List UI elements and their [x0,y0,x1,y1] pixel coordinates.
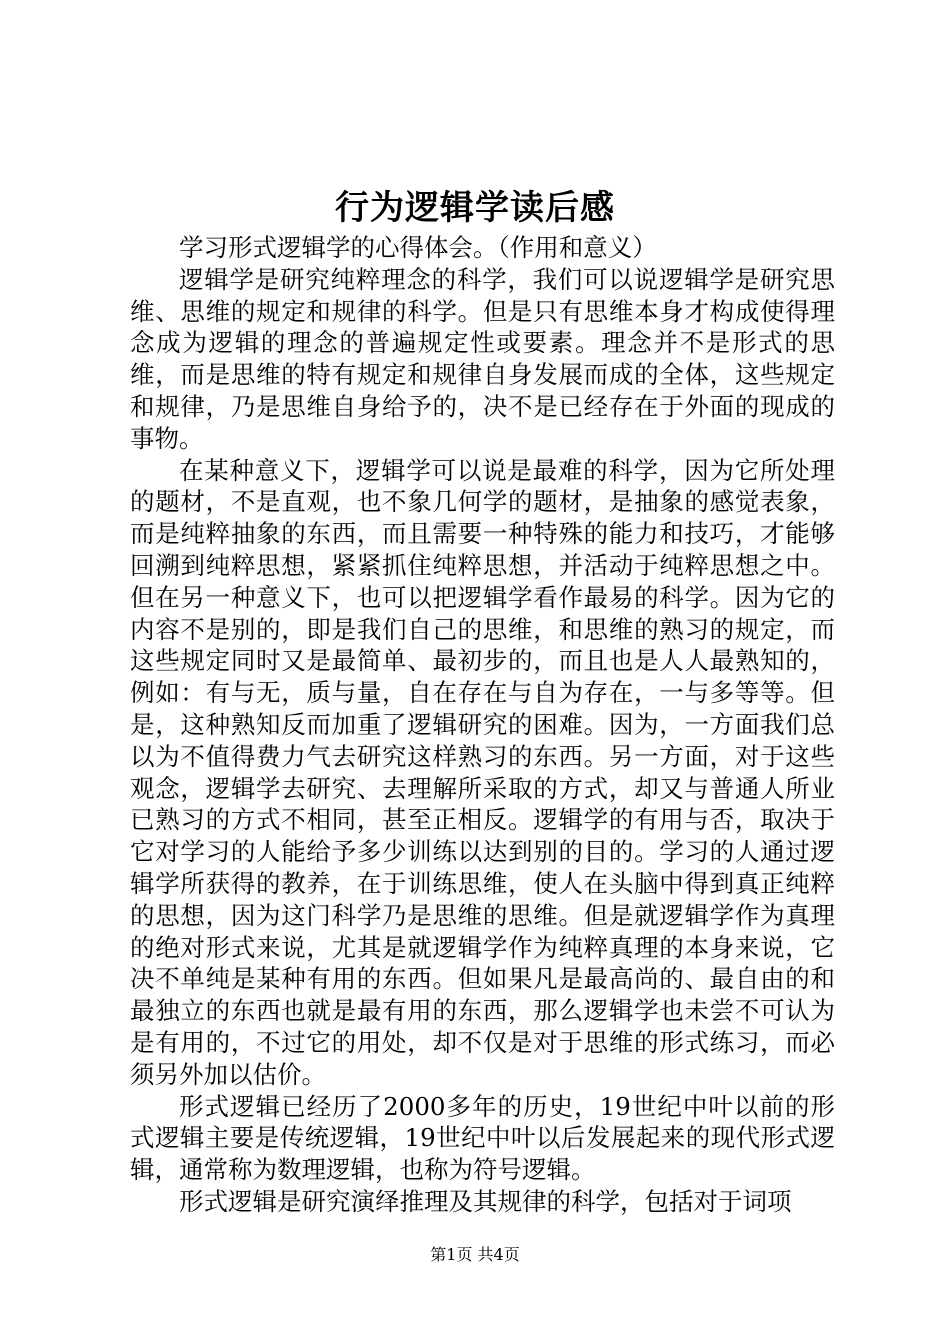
paragraph-2: 在某种意义下，逻辑学可以说是最难的科学，因为它所处理的题材，不是直观，也不象几何学的题材，是抽象的感觉表象，而是纯粹抽象的东西，而且需要一种特殊的能力和技巧，才能够回溯到纯粹思想，紧紧抓住纯粹思想，并活动于纯粹思想之中。但在另一种意义下，也可以把逻辑学看作最易的科学。因为它的内容不是别的，即是我们自己的思维，和思维的熟习的规定，而这些规定同时又是最简单、最初步的，而且也是人人最熟知的，例如：有与无，质与量，自在存在与自为存在，一与多等等。但是，这种熟知反而加重了逻辑研究的困难。因为，一方面我们总以为不值得费力气去研究这样熟习的东西。另一方面，对于这些观念，逻辑学去研究、去理解所采取的方式，却又与普通人所业已熟习的方式不相同，甚至正相反。逻辑学的有用与否，取决于它对学习的人能给予多少训练以达到别的目的。学习的人通过逻辑学所获得的教养，在于训练思维，使人在头脑中得到真正纯粹的思想，因为这门科学乃是思维的思维。但是就逻辑学作为真理的绝对形式来说，尤其是就逻辑学作为纯粹真理的本身来说，它决不单纯是某种有用的东西。但如果凡是最高尚的、最自由的和最独立的东西也就是最有用的东西，那么逻辑学也未尝不可认为是有用的，不过它的用处，却不仅是对于思维的形式练习，而必须另外加以估价。 [130,455,835,1089]
paragraph-1: 逻辑学是研究纯粹理念的科学，我们可以说逻辑学是研究思维、思维的规定和规律的科学。但是只有思维本身才构成使得理念成为逻辑的理念的普遍规定性或要素。理念并不是形式的思维，而是思维的特有规定和规律自身发展而成的全体，这些规定和规律，乃是思维自身给予的，决不是已经存在于外面的现成的事物。 [130,264,835,453]
paragraph-subtitle: 学习形式逻辑学的心得体会。（作用和意义） [179,233,657,262]
document-title: 行为逻辑学读后感 [335,188,615,228]
page-number-footer: 第1页 共4页 [430,1245,520,1264]
document-body [130,232,835,1218]
paragraph-4: 形式逻辑是研究演绎推理及其规律的科学，包括对于词项 [179,1186,792,1216]
paragraph-3: 形式逻辑已经历了2000多年的历史，19世纪中叶以前的形式逻辑主要是传统逻辑，19世纪中叶以后发展起来的现代形式逻辑，通常称为数理逻辑，也称为符号逻辑。 [130,1091,835,1185]
